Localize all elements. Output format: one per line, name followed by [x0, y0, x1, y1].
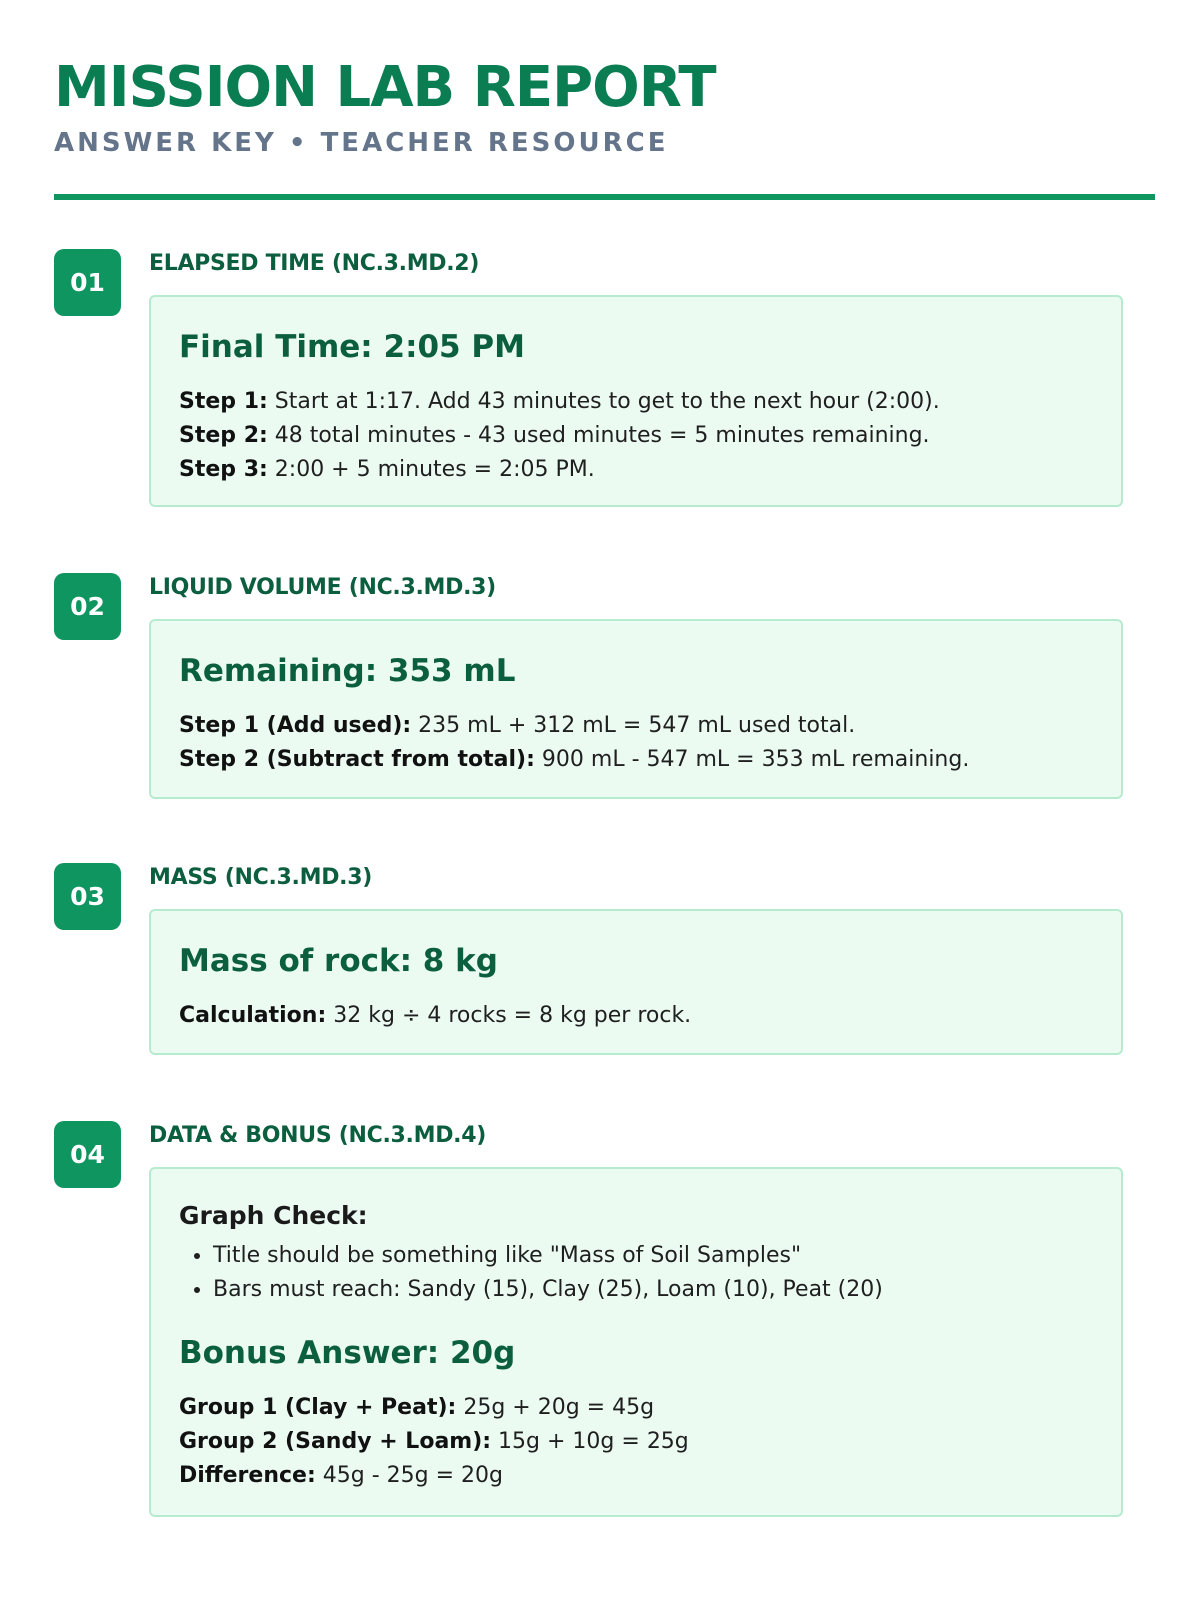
group-line [179, 1391, 1093, 1425]
group-text: 25g + 20g = 45g [456, 1395, 655, 1420]
graph-check-title: Graph Check: [179, 1201, 368, 1230]
answer-heading: Remaining: 353 mL [179, 653, 516, 689]
step-label: Step 3: [179, 457, 268, 482]
report-header [54, 56, 1154, 160]
step-text: 235 mL + 312 mL = 547 mL used total. [411, 713, 856, 738]
section-number-badge: 01 [54, 249, 121, 316]
page-subtitle: ANSWER KEY • TEACHER RESOURCE [54, 128, 669, 158]
section-number-badge: 04 [54, 1121, 121, 1188]
answer-card [149, 619, 1123, 799]
step-text: Start at 1:17. Add 43 minutes to get to the next hour (2:00). [267, 389, 940, 414]
list-item: • Bars must reach: Sandy (15), Clay (25), Loam (10), Peat (20) [213, 1273, 1093, 1307]
section-label: MASS (NC.3.MD.3) [149, 865, 372, 890]
step-label: Step 2: [179, 423, 268, 448]
section-label: ELAPSED TIME (NC.3.MD.2) [149, 251, 480, 276]
step-text: 48 total minutes - 43 used minutes = 5 minutes remaining. [267, 423, 930, 448]
step-line [179, 453, 1093, 487]
group-line [179, 1425, 1093, 1459]
group-text: 15g + 10g = 25g [491, 1429, 689, 1454]
answer-card [149, 909, 1123, 1055]
group-label: Group 2 (Sandy + Loam): [179, 1429, 492, 1454]
step-label: Step 1: [179, 389, 268, 414]
group-label: Group 1 (Clay + Peat): [179, 1395, 457, 1420]
difference-line [179, 1459, 1093, 1493]
answer-card [149, 1167, 1123, 1517]
header-divider [54, 194, 1155, 200]
difference-label: Difference: [179, 1463, 316, 1488]
graph-check-list [179, 1239, 1093, 1307]
difference-text: 45g - 25g = 20g [315, 1463, 503, 1488]
page-title: MISSION LAB REPORT [54, 55, 716, 120]
step-label: Step 1 (Add used): [179, 713, 412, 738]
calculation-line [179, 999, 1093, 1033]
answer-card [149, 295, 1123, 507]
step-line [179, 385, 1093, 419]
section-number-badge: 02 [54, 573, 121, 640]
calculation-label: Calculation: [179, 1003, 327, 1028]
step-line [179, 419, 1093, 453]
calculation-text: 32 kg ÷ 4 rocks = 8 kg per rock. [326, 1003, 692, 1028]
section-label: LIQUID VOLUME (NC.3.MD.3) [149, 575, 496, 600]
step-text: 900 mL - 547 mL = 353 mL remaining. [534, 747, 970, 772]
answer-heading: Mass of rock: 8 kg [179, 943, 498, 979]
step-line [179, 743, 1093, 777]
step-text: 2:00 + 5 minutes = 2:05 PM. [267, 457, 595, 482]
answer-heading: Final Time: 2:05 PM [179, 329, 525, 365]
section-number-badge: 03 [54, 863, 121, 930]
step-label: Step 2 (Subtract from total): [179, 747, 535, 772]
bonus-answer-heading: Bonus Answer: 20g [179, 1335, 516, 1371]
list-item: • Title should be something like "Mass of Soil Samples" [213, 1239, 1093, 1273]
section-label: DATA & BONUS (NC.3.MD.4) [149, 1123, 486, 1148]
step-line [179, 709, 1093, 743]
